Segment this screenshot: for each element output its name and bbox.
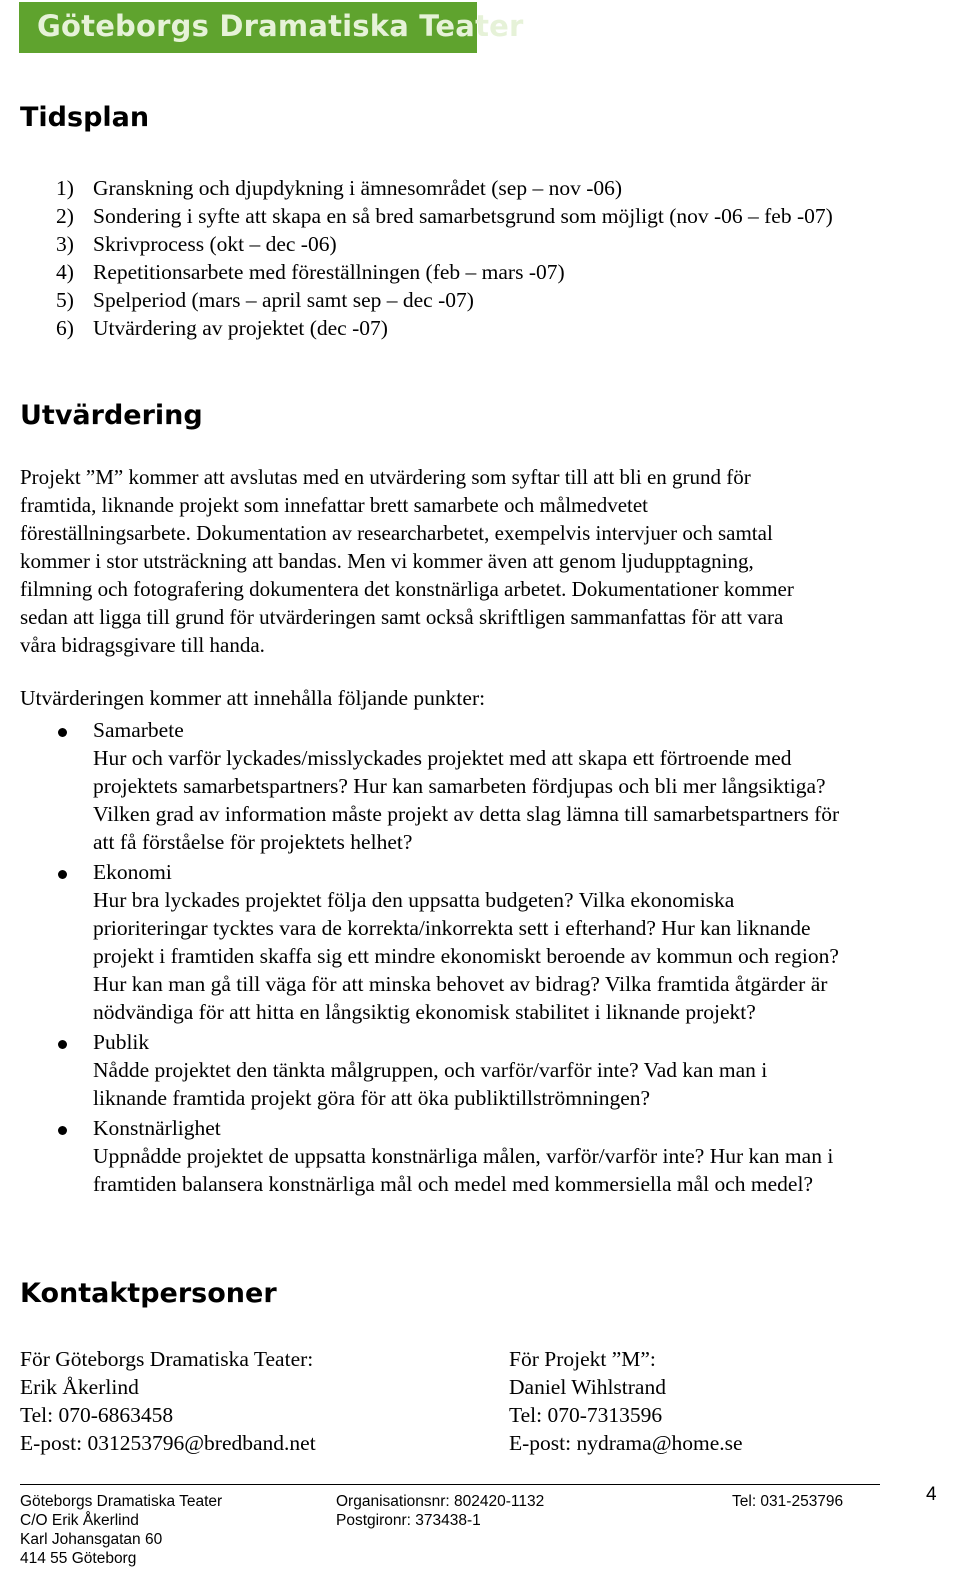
point-line: Nådde projektet den tänkta målgruppen, och varför/varför inte? Vad kan man i	[93, 1058, 768, 1082]
footer-line: Tel: 031-253796	[732, 1493, 844, 1510]
schedule-item-number: 5)	[56, 288, 74, 312]
contact-label: För Projekt ”M”:	[509, 1347, 656, 1371]
page-number: 4	[926, 1484, 937, 1505]
point-line: Hur och varför lyckades/misslyckades projektet med att skapa ett förtroende med	[93, 746, 792, 770]
point-title: Publik	[93, 1030, 150, 1054]
point-line: Hur bra lyckades projektet följa den uppsatta budgeten? Vilka ekonomiska	[93, 888, 735, 912]
point-line: liknande framtida projekt göra för att öka publiktillströmningen?	[93, 1086, 651, 1110]
point-title: Konstnärlighet	[93, 1116, 221, 1140]
point-line: Uppnådde projektet de uppsatta konstnärliga målen, varför/varför inte? Hur kan man i	[93, 1144, 834, 1168]
point-title: Ekonomi	[93, 860, 172, 884]
contact-phone: Tel: 070-7313596	[509, 1403, 663, 1427]
contact-phone: Tel: 070-6863458	[20, 1403, 174, 1427]
schedule-item-text: Sondering i syfte att skapa en så bred samarbetsgrund som möjligt (nov -06 – feb -07)	[93, 204, 833, 228]
footer-phone	[732, 1492, 843, 1511]
footer-divider	[20, 1484, 880, 1485]
point-line: projektets samarbetspartners? Hur kan samarbeten fördjupas och bli mer långsiktiga?	[93, 774, 826, 798]
point-line: prioriteringar tycktes vara de korrekta/inkorrekta sett i efterhand? Hur kan liknande	[93, 916, 811, 940]
kontakt-heading: Kontaktpersoner	[20, 1278, 277, 1309]
schedule-item	[56, 316, 388, 341]
footer-line: Postgironr: 373438-1	[336, 1512, 481, 1529]
paragraph-line: framtida, liknande projekt som innefattar brett samarbete och målmedvetet	[20, 493, 649, 517]
schedule-item-number: 2)	[56, 204, 74, 228]
contact-email: E-post: nydrama@home.se	[509, 1431, 743, 1455]
schedule-item-text: Utvärdering av projektet (dec -07)	[93, 316, 388, 340]
point-line: nödvändiga för att hitta en långsiktig ekonomisk stabilitet i liknande projekt?	[93, 1000, 756, 1024]
contact-right	[509, 1345, 743, 1457]
bullet-icon	[58, 1126, 67, 1135]
contact-name: Erik Åkerlind	[20, 1375, 139, 1399]
banner-title: Göteborgs Dramatiska Teater	[37, 9, 524, 43]
point-line: Hur kan man gå till väga för att minska behovet av bidrag? Vilka framtida åtgärder är	[93, 972, 828, 996]
schedule-item-number: 1)	[56, 176, 74, 200]
bullet-icon	[58, 870, 67, 879]
schedule-item	[56, 176, 622, 201]
contact-email: E-post: 031253796@bredband.net	[20, 1431, 316, 1455]
schedule-item-number: 4)	[56, 260, 74, 284]
header-banner	[19, 2, 524, 53]
schedule-item-number: 3)	[56, 232, 74, 256]
contact-label: För Göteborgs Dramatiska Teater:	[20, 1347, 314, 1371]
footer-line: Karl Johansgatan 60	[20, 1531, 163, 1548]
point-line: framtiden balansera konstnärliga mål och medel med kommersiella mål och medel?	[93, 1172, 813, 1196]
schedule-item	[56, 204, 833, 229]
schedule-item	[56, 288, 474, 313]
point-line: Vilken grad av information måste projekt av detta slag lämna till samarbetspartners för	[93, 802, 840, 826]
schedule-item-text: Spelperiod (mars – april samt sep – dec -07)	[93, 288, 474, 312]
point-line: projekt i framtiden skaffa sig ett mindre ekonomiskt beroende av kommun och region?	[93, 944, 839, 968]
evaluation-paragraph	[20, 463, 925, 659]
footer-org-info	[336, 1492, 544, 1530]
footer-line: Göteborgs Dramatiska Teater	[20, 1493, 223, 1510]
footer-line: Organisationsnr: 802420-1132	[336, 1493, 545, 1510]
paragraph-line: föreställningsarbete. Dokumentation av researcharbetet, exempelvis intervjuer och samtal	[20, 521, 773, 545]
point-title: Samarbete	[93, 718, 184, 742]
bullet-icon	[58, 1040, 67, 1049]
points-intro: Utvärderingen kommer att innehålla följande punkter:	[20, 686, 486, 710]
paragraph-line: filmning och fotografering dokumentera det konstnärliga arbetet. Dokumentationer kommer	[20, 577, 794, 601]
utvardering-heading: Utvärdering	[20, 400, 203, 431]
schedule-item-number: 6)	[56, 316, 74, 340]
bullet-icon	[58, 728, 67, 737]
paragraph-line: Projekt ”M” kommer att avslutas med en utvärdering som syftar till att bli en grund för	[20, 465, 751, 489]
schedule-item	[56, 260, 565, 285]
footer-line: 414 55 Göteborg	[20, 1550, 137, 1567]
paragraph-line: sedan att ligga till grund för utvärderingen samt också skriftligen sammanfattas för att vara	[20, 605, 784, 629]
footer-address	[20, 1492, 222, 1568]
schedule-item-text: Repetitionsarbete med föreställningen (feb – mars -07)	[93, 260, 565, 284]
schedule-item-text: Granskning och djupdykning i ämnesområdet (sep – nov -06)	[93, 176, 623, 200]
contact-left	[20, 1345, 316, 1457]
point-line: att få förståelse för projektets helhet?	[93, 830, 413, 854]
paragraph-line: kommer i stor utsträckning att bandas. Men vi kommer även att genom ljudupptagning,	[20, 549, 754, 573]
contact-name: Daniel Wihlstrand	[509, 1375, 666, 1399]
footer-line: C/O Erik Åkerlind	[20, 1512, 139, 1529]
tidsplan-heading: Tidsplan	[20, 102, 150, 133]
schedule-item	[56, 232, 337, 257]
paragraph-line: våra bidragsgivare till handa.	[20, 633, 265, 657]
schedule-item-text: Skrivprocess (okt – dec -06)	[93, 232, 337, 256]
